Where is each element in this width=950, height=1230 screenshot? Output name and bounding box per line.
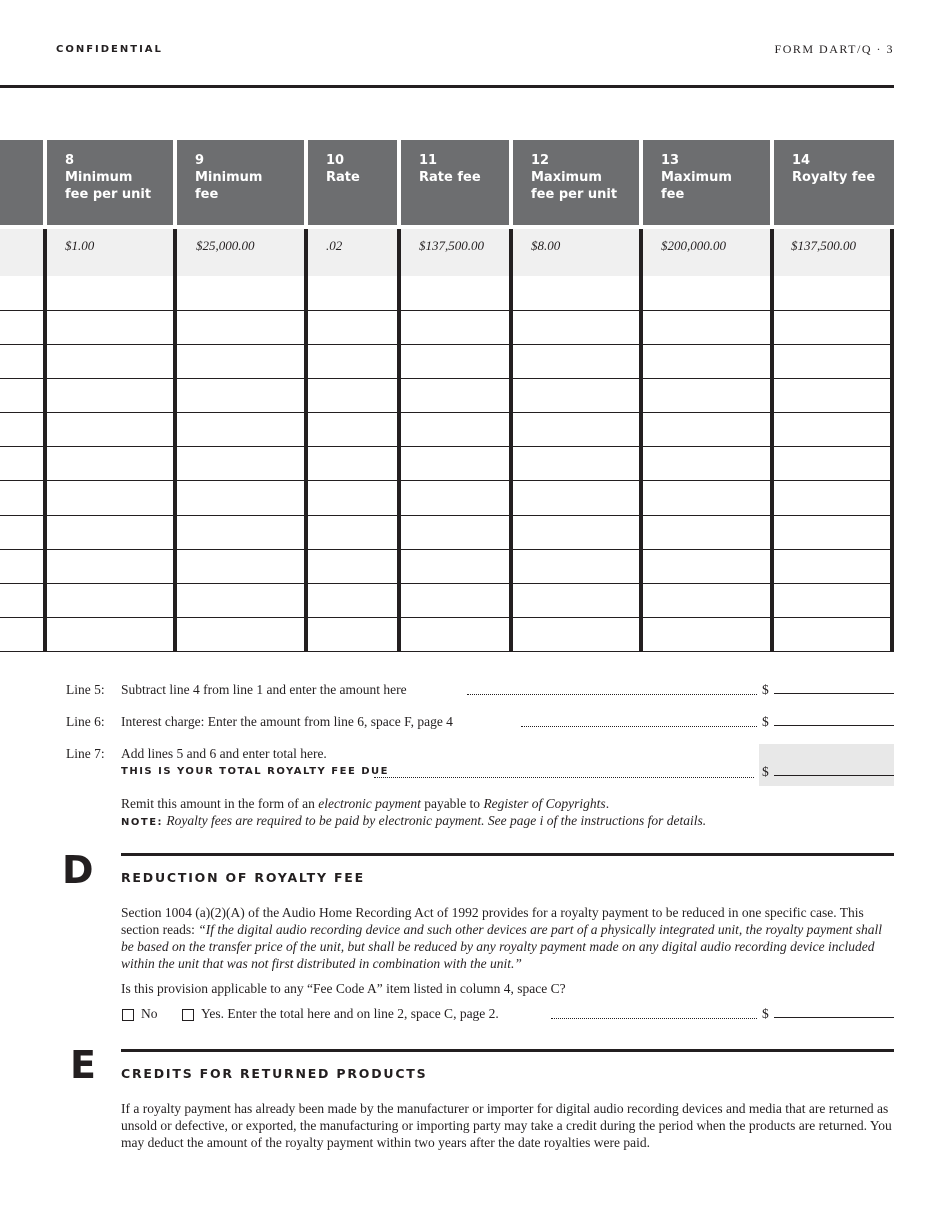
line5-label: Line 5: [66, 682, 105, 697]
col-num: 10 [326, 153, 345, 168]
section-d-quote: “If the digital audio recording device and such other devices are part of a physically integrated unit, the royalty payment shall be based on the transfer price of the unit, but shall be reduced by any royalty payment made on any digital audio recording device included within the unit that was not first distributed in combination with the unit.” [121, 922, 882, 971]
royalty-table [0, 140, 894, 652]
example-cell: $137,500.00 [419, 238, 484, 253]
row-line [0, 480, 894, 481]
col-label: Rate fee [419, 170, 481, 185]
col-num: 8 [65, 153, 75, 168]
row-line [0, 446, 894, 447]
remit-method: electronic payment [318, 796, 421, 811]
row-line [0, 412, 894, 413]
row-line [0, 617, 894, 618]
row-line [0, 549, 894, 550]
section-d-rule [121, 853, 894, 856]
col-label: Maximum fee per unit [531, 170, 618, 202]
line5-amount-field[interactable] [774, 693, 894, 694]
col-line [43, 229, 47, 652]
no-checkbox[interactable] [122, 1009, 134, 1021]
line6-leader [521, 726, 757, 727]
section-d-letter: D [62, 848, 94, 892]
section-d-question: Is this provision applicable to any “Fee Code A” item listed in column 4, space C? [121, 981, 566, 996]
note-text: Royalty fees are required to be paid by electronic payment. See page i of the instructions for details. [166, 813, 707, 828]
confidential-label: CONFIDENTIAL [56, 44, 163, 55]
row-line [0, 378, 894, 379]
remit-mid: payable to [420, 796, 484, 811]
line7-label: Line 7: [66, 746, 105, 761]
line7-currency: $ [762, 764, 769, 779]
col-num: 12 [531, 153, 550, 168]
example-cell: $8.00 [531, 238, 561, 253]
row-line [0, 515, 894, 516]
remit-instruction [121, 796, 609, 812]
example-cell: $25,000.00 [196, 238, 255, 253]
top-rule [0, 85, 894, 88]
col-line [304, 229, 308, 652]
section-d-paragraph [121, 904, 894, 972]
note-label: NOTE: [121, 817, 164, 828]
section-e-paragraph: If a royalty payment has already been made by the manufacturer or importer for digital audio recording devices and media that are returned as unsold or defective, or exported, the manufacturing or importing party may take a credit during the period when the products are returned. You may deduct the amount of the royalty payment within two years after the date royalties were paid. [121, 1101, 892, 1150]
row-line [0, 344, 894, 345]
yes-checkbox[interactable] [182, 1009, 194, 1021]
section-d-leader [551, 1018, 757, 1019]
line6-text: Interest charge: Enter the amount from line 6, space F, page 4 [121, 714, 453, 729]
col-header-8 [47, 140, 173, 225]
line7-text: Add lines 5 and 6 and enter total here. [121, 746, 327, 761]
col-header-11 [401, 140, 509, 225]
line5-currency: $ [762, 682, 769, 697]
line7-leader [374, 777, 754, 778]
col-line [173, 229, 177, 652]
section-e-title: CREDITS FOR RETURNED PRODUCTS [121, 1066, 428, 1081]
col-line [890, 229, 894, 652]
total-fee-box [759, 744, 894, 786]
col-label: Minimum fee per unit [65, 170, 152, 202]
col-line [509, 229, 513, 652]
total-fee-due-label: THIS IS YOUR TOTAL ROYALTY FEE DUE [121, 766, 390, 777]
line5-leader [467, 694, 757, 695]
col-label: Royalty fee [792, 170, 876, 185]
col-num: 14 [792, 153, 811, 168]
section-d-title: REDUCTION OF ROYALTY FEE [121, 870, 365, 885]
section-e-letter: E [70, 1043, 96, 1087]
table-stub-header [0, 140, 43, 225]
col-label: Rate [326, 170, 360, 185]
remit-note [121, 813, 706, 829]
row-line [0, 651, 894, 652]
example-cell: $1.00 [65, 238, 95, 253]
remit-suffix: . [605, 796, 610, 811]
col-num: 13 [661, 153, 680, 168]
col-line [639, 229, 643, 652]
col-header-13 [643, 140, 770, 225]
section-d-currency: $ [762, 1006, 769, 1021]
line7-amount-field[interactable] [774, 775, 894, 776]
form-page-label: FORM DART/Q · 3 [774, 42, 894, 56]
col-num: 11 [419, 153, 438, 168]
example-cell: $200,000.00 [661, 238, 726, 253]
col-header-14 [774, 140, 894, 225]
section-d-amount-field[interactable] [774, 1017, 894, 1018]
row-line [0, 583, 894, 584]
col-header-9 [177, 140, 304, 225]
remit-prefix: Remit this amount in the form of an [121, 796, 319, 811]
col-num: 9 [195, 153, 205, 168]
no-label: No [141, 1006, 158, 1021]
col-line [397, 229, 401, 652]
section-e-rule [121, 1049, 894, 1052]
yes-label: Yes. Enter the total here and on line 2, space C, page 2. [201, 1006, 499, 1021]
row-line [0, 310, 894, 311]
remit-payee: Register of Copyrights [483, 796, 606, 811]
line6-amount-field[interactable] [774, 725, 894, 726]
example-cell: .02 [326, 238, 343, 253]
col-label: Maximum fee [661, 170, 732, 202]
line6-currency: $ [762, 714, 769, 729]
line6-label: Line 6: [66, 714, 105, 729]
col-header-12 [513, 140, 639, 225]
section-d-intro: Section 1004 (a)(2)(A) of the Audio Home Recording Act of 1992 provides for a royalty payment to be reduced in one specific case. This section reads: [121, 905, 864, 937]
example-cell: $137,500.00 [791, 238, 856, 253]
col-label: Minimum fee [195, 170, 263, 202]
col-header-10 [308, 140, 397, 225]
col-line [770, 229, 774, 652]
line5-text: Subtract line 4 from line 1 and enter the amount here [121, 682, 407, 697]
